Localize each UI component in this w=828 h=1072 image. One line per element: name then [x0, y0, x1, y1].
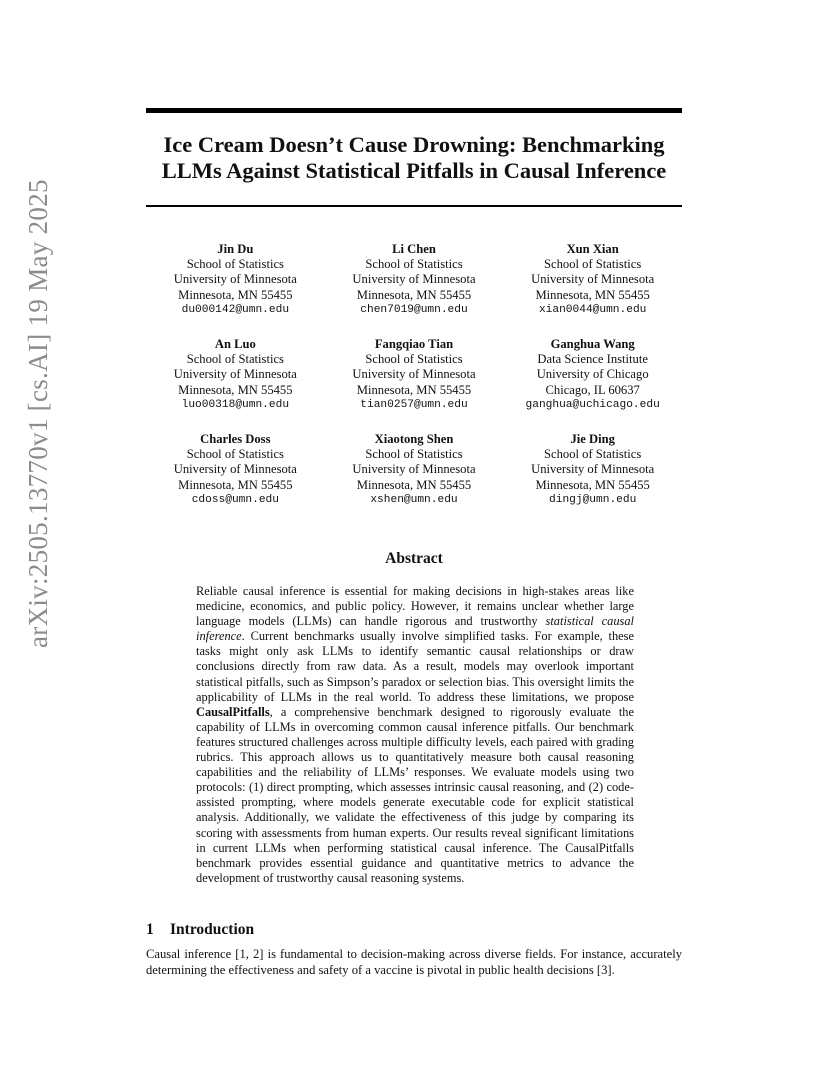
title-top-rule	[146, 108, 682, 113]
author-department: School of Statistics	[186, 447, 284, 462]
author-address: Minnesota, MN 55455	[178, 287, 293, 302]
author-email[interactable]: du000142@umn.edu	[181, 303, 290, 316]
author-email[interactable]: dingj@umn.edu	[549, 493, 637, 506]
author-name: Xiaotong Shen	[374, 432, 454, 447]
title-bottom-rule	[146, 205, 682, 207]
author-card	[503, 242, 682, 318]
author-name: An Luo	[214, 337, 256, 352]
author-department: School of Statistics	[544, 257, 642, 272]
author-institution: University of Minnesota	[531, 272, 655, 287]
abstract-part-3: , a comprehensive benchmark designed to rigorously evaluate the capability of LLMs in overcoming common causal inference pitfalls. Our benchmark features structured challenges across multiple difficulty levels, each paired with grading rubrics. This approach allows us to quantitatively measure both causal reasoning capabilities and the reliability of LLMs’ responses. We evaluate models using two protocols: (1) direct prompting, which assesses intrinsic causal reasoning, and (2) code-assisted prompting, where models generate executable code for explicit statistical analysis. Additionally, we validate the effectiveness of this judge by comparing its scoring with assessments from human experts. Our results reveal significant limitations in current LLMs when performing statistical causal inference. The CausalPitfalls benchmark provides essential guidance and quantitative metrics to advance the development of trustworthy causal reasoning systems.	[196, 704, 634, 885]
author-email[interactable]: xian0044@umn.edu	[538, 303, 647, 316]
author-email[interactable]: chen7019@umn.edu	[360, 303, 468, 316]
author-address: Minnesota, MN 55455	[178, 477, 293, 492]
author-address: Minnesota, MN 55455	[356, 287, 472, 302]
author-department: School of Statistics	[186, 257, 284, 272]
author-card	[325, 432, 504, 508]
author-department: Data Science Institute	[537, 352, 648, 367]
author-department: School of Statistics	[544, 447, 642, 462]
author-address: Minnesota, MN 55455	[356, 477, 472, 492]
arxiv-identifier-stamp: arXiv:2505.13770v1 [cs.AI] 19 May 2025	[23, 179, 53, 648]
author-email[interactable]: xshen@umn.edu	[370, 493, 458, 506]
author-card	[325, 242, 504, 318]
author-address: Minnesota, MN 55455	[535, 287, 650, 302]
author-card	[503, 337, 682, 413]
abstract-emphasis: statistical causal inference	[196, 614, 634, 644]
author-institution: University of Minnesota	[352, 462, 476, 477]
benchmark-name: CausalPitfalls	[196, 704, 270, 719]
author-card	[146, 242, 325, 318]
abstract-heading: Abstract	[385, 550, 443, 567]
author-institution: University of Minnesota	[173, 272, 297, 287]
author-card	[146, 432, 325, 508]
introduction-paragraph: Causal inference [1, 2] is fundamental to decision-making across diverse fields. For instance, accurately determining the effectiveness and safety of a vaccine is pivotal in public health decisions [3].	[146, 947, 682, 977]
author-institution: University of Minnesota	[352, 272, 476, 287]
author-address: Chicago, IL 60637	[545, 382, 640, 397]
author-email[interactable]: tian0257@umn.edu	[360, 398, 468, 411]
author-address: Minnesota, MN 55455	[178, 382, 293, 397]
author-email[interactable]: cdoss@umn.edu	[191, 493, 279, 506]
author-card	[146, 337, 325, 413]
author-name: Xun Xian	[566, 242, 619, 256]
author-address: Minnesota, MN 55455	[535, 477, 650, 492]
author-institution: University of Minnesota	[352, 367, 476, 382]
section-heading-introduction	[146, 921, 254, 939]
author-name: Jin Du	[217, 242, 254, 256]
author-department: School of Statistics	[186, 352, 284, 367]
author-institution: University of Chicago	[536, 367, 649, 382]
author-name: Li Chen	[392, 242, 436, 256]
author-address: Minnesota, MN 55455	[356, 382, 472, 397]
abstract-part-2: . Current benchmarks usually involve simplified tasks. For example, these tasks might only ask LLMs to identify semantic causal relationships or draw conclusions directly from raw data. As a result, models may overlook important statistical pitfalls, such as Simpson’s paradox or selection bias. This oversight limits the applicability of LLMs in the real world. To address these limitations, we propose	[196, 629, 634, 704]
author-department: School of Statistics	[365, 352, 463, 367]
author-department: School of Statistics	[365, 257, 463, 272]
author-department: School of Statistics	[365, 447, 463, 462]
author-block	[146, 242, 682, 508]
author-institution: University of Minnesota	[531, 462, 655, 477]
author-card	[503, 432, 682, 508]
section-number: 1	[146, 921, 154, 938]
author-institution: University of Minnesota	[173, 462, 297, 477]
author-card	[325, 337, 504, 413]
paper-title: Ice Cream Doesn’t Cause Drowning: Benchmarking LLMs Against Statistical Pitfalls in Causal Inference	[161, 132, 667, 183]
abstract-part-1: Reliable causal inference is essential for making decisions in high-stakes areas like medicine, economics, and public policy. However, it remains unclear whether large language models (LLMs) can handle rigorous and trustworthy	[196, 584, 634, 629]
section-title: Introduction	[170, 921, 255, 938]
author-name: Fangqiao Tian	[374, 337, 454, 352]
author-name: Jie Ding	[570, 432, 615, 447]
author-name: Charles Doss	[200, 432, 271, 447]
author-institution: University of Minnesota	[173, 367, 297, 382]
abstract-text	[196, 584, 634, 886]
author-email[interactable]: ganghua@uchicago.edu	[525, 398, 660, 411]
author-name: Ganghua Wang	[550, 337, 635, 352]
author-email[interactable]: luo00318@umn.edu	[181, 398, 290, 411]
